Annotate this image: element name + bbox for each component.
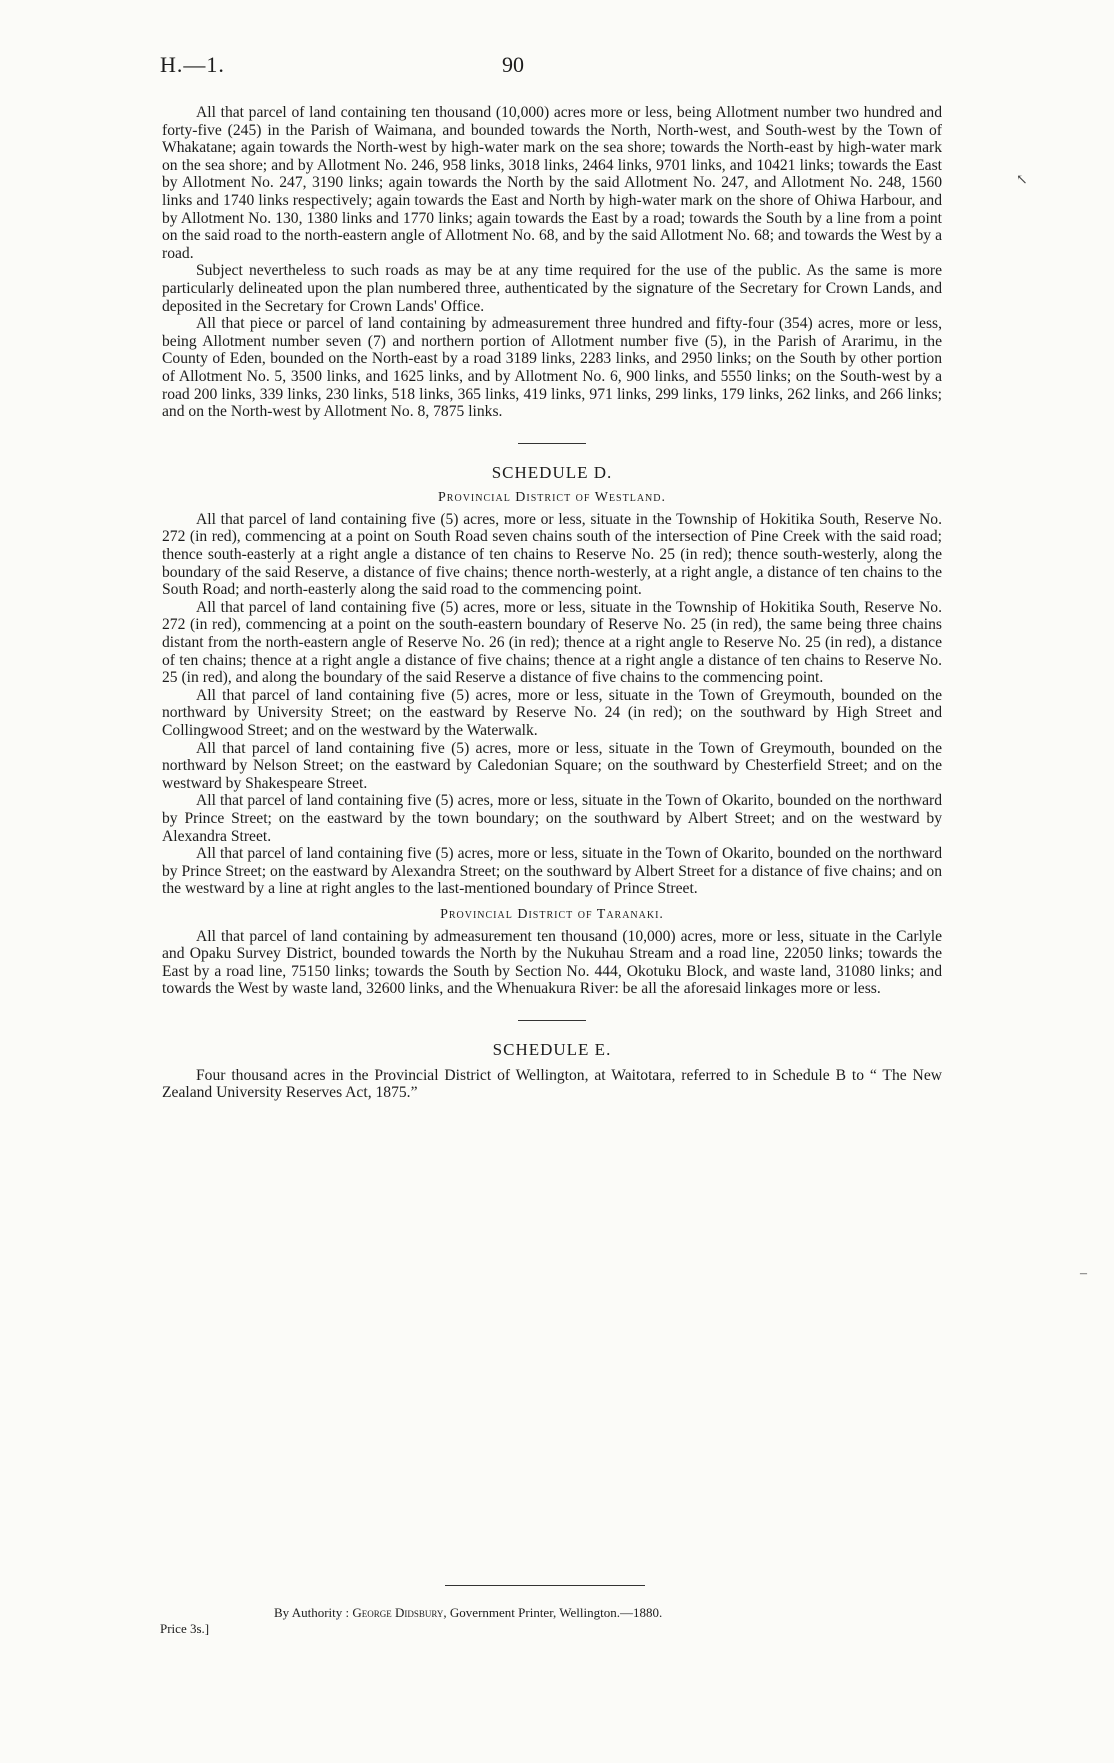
authority-prefix: By Authority : xyxy=(274,1605,350,1620)
document-reference: H.—1. xyxy=(160,52,225,77)
paragraph: All that parcel of land containing ten thousand (10,000) acres more or less, being Allotment number two hundred and forty-five (245) in the Parish of Waimana, and bounded towards the North, North-west, and South-west by the Town of Whakatane; again towards the North-west by high-water mark on the sea shore; towards the North-east by high-water mark on the sea shore; and by Allotment No. 246, 958 links, 3018 links, 2464 links, 9701 links, and 10421 links; towards the East by Allotment No. 247, 3190 links; again towards the North by the said Allotment No. 247, and Allotment No. 248, 1560 links and 1740 links respectively; again towards the East and North by high-water mark on the shore of Ohiwa Harbour, and by Allotment No. 130, 1380 links and 1770 links; again towards the East by a road; towards the South by a line from a point on the said road to the north-eastern angle of Allotment No. 68, and by the said Allotment No. 68; and towards the West by a road. xyxy=(162,104,942,262)
footer-divider xyxy=(445,1585,645,1586)
page-footer xyxy=(160,1585,960,1655)
paragraph: All that parcel of land containing five (5) acres, more or less, situate in the Town of Okarito, bounded on the northward by Prince Street; on the eastward by Alexandra Street; on the southward by Albert Street for a distance of five chains; and on the westward by a line at right angles to the last-mentioned boundary of Prince Street. xyxy=(162,845,942,898)
page-header xyxy=(160,52,960,82)
district-title-westland: Provincial District of Westland. xyxy=(438,490,666,506)
schedule-d-title: SCHEDULE D. xyxy=(491,462,613,482)
paragraph: Four thousand acres in the Provincial District of Wellington, at Waitotara, referred to in Schedule B to “ The New Zealand University Reserves Act, 1875.” xyxy=(162,1066,942,1102)
printer-name: George Didsbury xyxy=(352,1605,444,1620)
district-title-taranaki: Provincial District of Taranaki. xyxy=(440,906,664,922)
paragraph: All that parcel of land containing five (5) acres, more or less, situate in the Township of Hokitika South, Reserve No. 272 (in red), commencing at a point on the south-eastern boundary of Reserve No. 25 (in red), the same being three chains distant from the north-eastern angle of Reserve No. 26 (in red); thence at a right angle to Reserve No. 25 (in red), a distance of ten chains; thence at a right angle a distance of five chains; thence at a right angle a distance of ten chains to Reserve No. 25 (in red), and along the boundary of the said Reserve a distance of five chains to the commencing point. xyxy=(162,598,942,687)
paragraph: All that parcel of land containing five (5) acres, more or less, situate in the Town of Okarito, bounded on the northward by Prince Street; on the eastward by the town boundary; on the southward by Albert Street; and on the westward by Alexandra Street. xyxy=(162,792,942,845)
paragraph: Subject nevertheless to such roads as may be at any time required for the use of the public. As the same is more particularly delineated upon the plan numbered three, authenticated by the signature of the Secretary for Crown Lands, and deposited in the Secretary for Crown Lands' Office. xyxy=(162,262,942,315)
section-divider xyxy=(518,1020,586,1021)
price: Price 3s.] xyxy=(160,1621,210,1636)
schedule-e-title: SCHEDULE E. xyxy=(492,1039,612,1059)
authority-suffix: , Government Printer, Wellington.—1880. xyxy=(443,1605,663,1620)
imprint xyxy=(274,1605,662,1621)
paragraph: All that parcel of land containing by admeasurement ten thousand (10,000) acres, more or less, situate in the Carlyle and Opaku Survey District, bounded towards the North by the Nukuhau Stream and a road line, 22050 links; towards the East by a road line, 75150 links; towards the South by Section No. 444, Okotuku Block, and waste land, 31080 links; and towards the West by waste land, 32600 links, and the Whenuakura River: be all the aforesaid linkages more or less. xyxy=(162,927,942,998)
paragraph: All that piece or parcel of land containing by admeasurement three hundred and fifty-four (354) acres, more or less, being Allotment number seven (7) and northern portion of Allotment number five (5), in the Parish of Ararimu, in the County of Eden, bounded on the North-east by a road 3189 links, 2283 links, and 2950 links; on the South by other portion of Allotment No. 5, 3500 links, and 1625 links, and by Allotment No. 6, 900 links, and 5550 links; on the South-west by a road 200 links, 339 links, 230 links, 518 links, 365 links, 419 links, 971 links, 299 links, 179 links, 262 links, and 266 links; and on the North-west by Allotment No. 8, 7875 links. xyxy=(162,315,942,421)
section-divider xyxy=(518,443,586,444)
paragraph: All that parcel of land containing five (5) acres, more or less, situate in the Township of Hokitika South, Reserve No. 272 (in red), commencing at a point on South Road seven chains south of the intersection of Pine Creek with the said road; thence south-easterly at a right angle a distance of ten chains to Reserve No. 25 (in red); thence south-westerly, along the boundary of the said Reserve, a distance of five chains; thence north-westerly, at a right angle, a distance of ten chains to the South Road; and north-easterly along the said road to the commencing point. xyxy=(162,510,942,599)
document-body xyxy=(162,104,942,1102)
page-number: 90 xyxy=(502,52,524,77)
paragraph: All that parcel of land containing five (5) acres, more or less, situate in the Town of Greymouth, bounded on the northward by University Street; on the eastward by Reserve No. 24 (in red); on the southward by High Street and Collingwood Street; and on the westward by the Waterwalk. xyxy=(162,686,942,739)
paragraph: All that parcel of land containing five (5) acres, more or less, situate in the Town of Greymouth, bounded on the northward by Nelson Street; on the eastward by Caledonian Square; on the southward by Chesterfield Street; and on the westward by Shakespeare Street. xyxy=(162,739,942,792)
margin-mark: ↖ xyxy=(1016,173,1028,188)
margin-mark: – xyxy=(1080,1266,1087,1281)
